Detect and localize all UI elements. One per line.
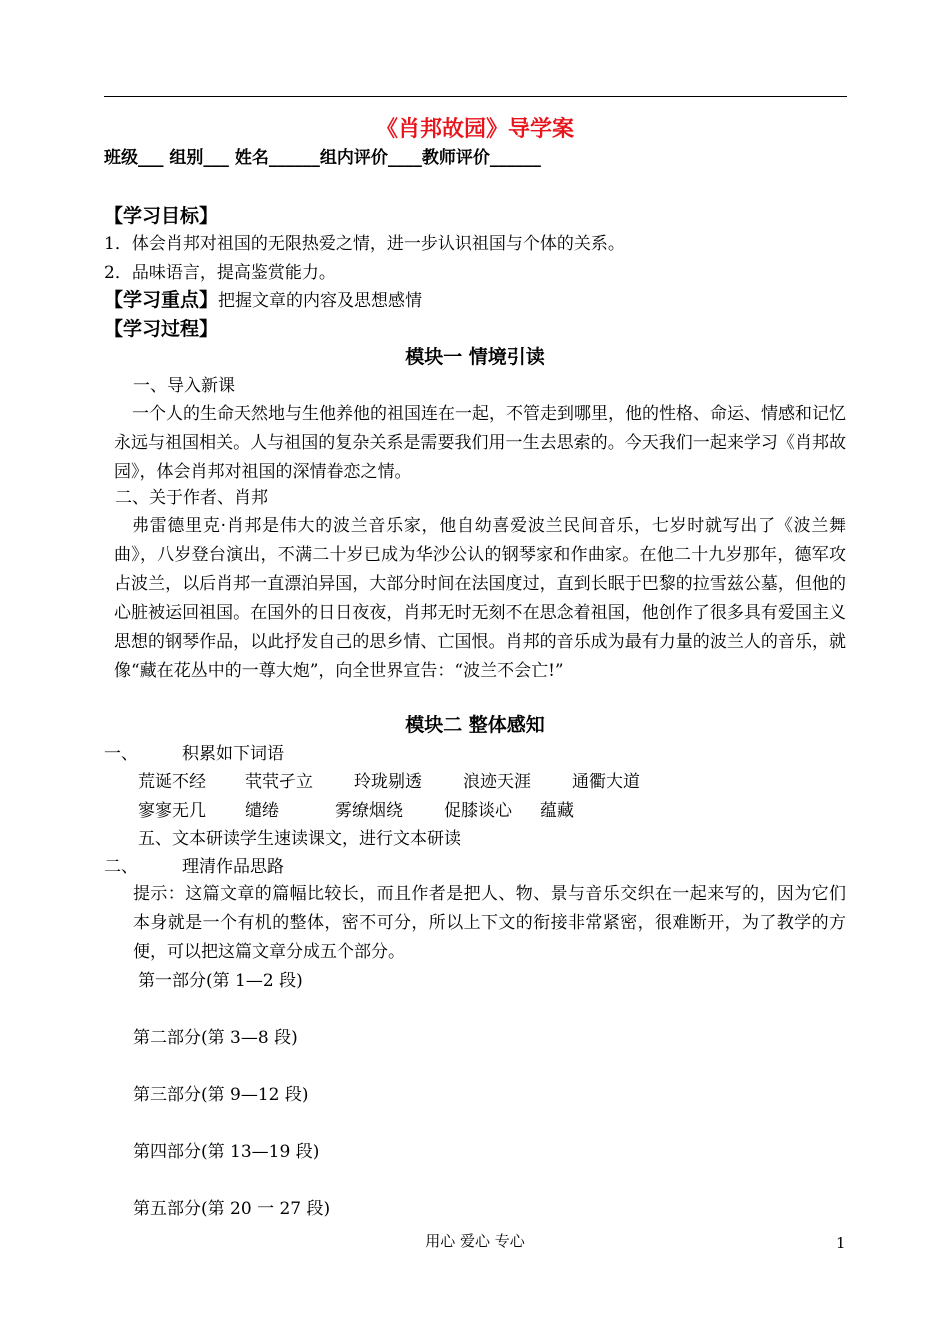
vocab-word: 促膝谈心 — [444, 801, 512, 821]
module1-title: 模块一 情境引读 — [405, 346, 545, 368]
page-number: 1 — [836, 1234, 846, 1252]
part-item: 第三部分(第 9—12 段) — [133, 1085, 309, 1105]
vocab-word: 雾缭烟绕 — [335, 801, 403, 821]
goal-item-2: 2．品味语言，提高鉴赏能力。 — [104, 263, 336, 283]
part-item: 第二部分(第 3—8 段) — [133, 1028, 298, 1048]
author-heading: 二、关于作者、肖邦 — [115, 488, 268, 508]
module2-title: 模块二 整体感知 — [405, 714, 545, 736]
student-info-line: 班级___ 组别___ 姓名______组内评价____教师评价______ — [104, 148, 541, 168]
part-item: 第一部分(第 1—2 段) — [138, 971, 303, 991]
vocab-word: 寥寥无几 — [138, 801, 206, 821]
intro-paragraph: 一个人的生命天然地与生他养他的祖国连在一起，不管走到哪里，他的性格、命运、情感和记忆永远与祖国相关。人与祖国的复杂关系是需要我们用一生去思索的。今天我们一起来学习《肖邦故园》，体会肖邦对祖国的深情眷恋之情。 — [114, 404, 846, 482]
part-item: 第五部分(第 20 一 27 段) — [133, 1199, 331, 1219]
section2-label: 理清作品思路 — [182, 857, 284, 877]
vocab-word: 蕴藏 — [540, 801, 574, 821]
author-paragraph: 弗雷德里克·肖邦是伟大的波兰音乐家，他自幼喜爱波兰民间音乐，七岁时就写出了《波兰舞曲》，八岁登台演出，不满二十岁已成为华沙公认的钢琴家和作曲家。在他二十九岁那年，德军攻占波兰，以后肖邦一直漂泊异国，大部分时间在法国度过，直到长眠于巴黎的拉雪兹公墓，但他的心脏被运回祖国。在国外的日日夜夜，肖邦无时无刻不在思念着祖国，他创作了很多具有爱国主义思想的钢琴作品，以此抒发自己的思乡情、亡国恨。肖邦的音乐成为最有力量的波兰人的音乐，就像“藏在花丛中的一尊大炮”，向全世界宣告：“波兰不会亡!” — [114, 516, 846, 681]
footer-motto: 用心 爱心 专心 — [425, 1232, 525, 1250]
section1-label: 积累如下词语 — [182, 744, 284, 764]
header-rule — [104, 96, 847, 97]
vocab-word: 荒诞不经 — [138, 772, 206, 792]
focus-line — [104, 291, 422, 310]
section5-text: 五、文本研读学生速读课文，进行文本研读 — [138, 829, 461, 849]
section1-number: 一、 — [104, 744, 138, 764]
section2-number: 二、 — [104, 857, 138, 877]
vocab-word: 通衢大道 — [572, 772, 640, 792]
part-item: 第四部分(第 13—19 段) — [133, 1142, 320, 1162]
goal-heading: 【学习目标】 — [104, 205, 219, 227]
intro-heading: 一、导入新课 — [133, 376, 235, 396]
vocab-word: 茕茕孑立 — [245, 772, 313, 792]
focus-heading: 【学习重点】 — [104, 289, 219, 311]
vocab-word: 玲珑剔透 — [354, 772, 422, 792]
focus-text: 把握文章的内容及思想感情 — [218, 291, 423, 311]
document-title: 《肖邦故园》导学案 — [375, 117, 574, 142]
goal-item-1: 1．体会肖邦对祖国的无限热爱之情，进一步认识祖国与个体的关系。 — [104, 234, 625, 254]
process-heading: 【学习过程】 — [104, 318, 219, 340]
vocab-word: 浪迹天涯 — [463, 772, 531, 792]
hint-paragraph: 提示：这篇文章的篇幅比较长，而且作者是把人、物、景与音乐交织在一起来写的，因为它们本身就是一个有机的整体，密不可分，所以上下文的衔接非常紧密，很难断开，为了教学的方便，可以把这篇文章分成五个部分。 — [133, 884, 846, 962]
vocab-word: 缱绻 — [245, 801, 279, 821]
